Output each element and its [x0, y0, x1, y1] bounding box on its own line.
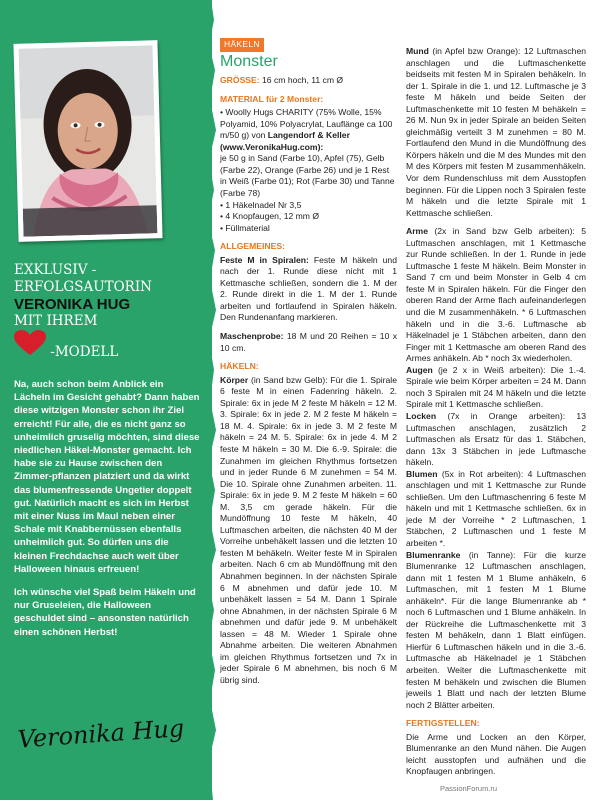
- intro-paragraph: Ich wünsche viel Spaß beim Häkeln und nur Gruseleien, die Halloween geschuldet sind – ansonsten natürlich einen schönen Herbst!: [14, 587, 196, 638]
- locks-paragraph: Locken (7x in Orange arbeiten): 13 Luftmaschen anschlagen, zusätzlich 2 Luftmaschen als Ersatz für das 1. Stäbchen, dann 13x 3 Stäbchen in jede Luftmasche häkeln.: [406, 410, 586, 468]
- banner-line-2: ERFOLGSAUTORIN: [14, 279, 152, 295]
- article-column-1: [220, 38, 397, 686]
- author-photo-frame: [13, 40, 162, 242]
- intro-paragraph: Na, auch schon beim Anblick ein Lächeln im Gesicht gehabt? Dann haben diese witzigen Monster schon ihr Ziel erreicht! Für alle, die es nicht ganz so unheimlich gruselig möchten, sind diese niedlichen Häkel-Monster gemacht. Ich habe sie zu Hause zwischen den Zimmer-pflanzen platziert und da wirkt das blumenfressende Ungetier doppelt gut. Natürlich macht es sich im Herbst mit einer Nuss im Maul neben einer Schale mit Knabbernüssen ebenfalls unheimlich gut. So dürfen uns die kleinen Frechdachse auch weit über Halloween hinaus erfreuen!: [14, 379, 200, 575]
- material-item: • Füllmaterial: [220, 222, 270, 233]
- material-item: • 1 Häkelnadel Nr 3,5: [220, 199, 302, 210]
- crochet-heading: HÄKELN:: [220, 361, 259, 372]
- watermark: PassionForum.ru: [440, 784, 498, 793]
- intro-text: [14, 378, 200, 649]
- body-paragraph: Körper (in Sand bzw Gelb): Für die 1. Spirale 6 feste M in einen Fadenring häkeln. 2. Spirale: 6x in jede M 2 feste M häkeln = 12 M. 3. Spirale: 6x in jede 2. M 2 feste M häkeln = 18 M. 4. Spirale: 6x in jede 3. M 2 feste M häkeln = 24 M. 5. Spirale: 6x in jede 4. M 2 feste M häkeln = 30 M. Die 6.-9. Spirale: die Zunahmen im gleichen Rhythmus fortsetzen und in jeder Runde 6 M zunehmen = 54 M. Die 10. Spirale ohne Zunahmen arbeiten. 11. Spirale: 6x in jede 9. M 2 feste M häkeln = 60 M. 3,5 cm gerade häkeln. Für die Mundöffnung 10 feste M häkeln, 40 Luftmaschen arbeiten, die nächsten 40 M der Vorreihe unbehäkelt lassen und die letzten 10 festen M behäkeln. Weiter feste M in Spiralen arbeiten. Nach 6 cm ab Mundöffnung mit den Abnahmen beginnen. In der nächsten Spirale 6 M abnehmen und dafür jede 10. M unbehäkelt lassen = 54 M. Dann 1 Spirale ohne Abnahmen, in der nächsten Spirale 6 M abnehmen und dafür jede 9. M unbehäkelt lassen = 48 M. Wieder 1 Spirale ohne Abnahme arbeiten. Die weiteren Abnahmen im gleichen Rhythmus fortsetzen und 7x in jeder Spirale 6 M abnehmen, bis noch 6 M übrig sind.: [220, 374, 397, 685]
- signature: [10, 710, 200, 760]
- arms-paragraph: Arme (2x in Sand bzw Gelb arbeiten): 5 Luftmaschen anschlagen, mit 1 Kettmasche zur Runde schließen. In der 1. Runde in jede Luftmasche 1 feste M häkeln. Beim Monster in Sand 7 cm und beim Monster in Gelb 4 cm feste M in Spiralen häkeln. Für die Finger den oberen Rand der Arme flach aufeinanderlegen und die M zusammenhäkeln. * 6 Luftmaschen häkeln und in die 3.-6. Luftmasche ab Häkelnadel je 1 Stäbchen arbeiten, dann den Finger mit 1 Kettmasche am oberen Rand des Armes anhäkeln. Ab * noch 3x wiederholen.: [406, 226, 587, 364]
- material-item: • 4 Knopfaugen, 12 mm Ø: [220, 211, 320, 222]
- heart-icon: [14, 330, 46, 356]
- banner-line-5: -MODELL: [50, 344, 119, 360]
- general-heading: ALLGEMEINES:: [220, 241, 285, 252]
- eyes-paragraph: Augen (je 2 x in Weiß arbeiten): Die 1.-4. Spirale wie beim Körper arbeiten = 24 M. Dann noch 3 Spiralen mit 24 M häkeln und die letzte Spirale mit 1 Kettmasche schließen.: [406, 364, 587, 410]
- general-paragraph: Feste M in Spiralen: Feste M häkeln und nach der 1. Runde diese nicht mit 1 Kettmasche schließen, sondern die 1. M der 2. Runde direkt in die 1. M der 1. Runde arbeiten und fortlaufend in Spiralen häkeln. Den Rundenanfang markieren.: [220, 254, 397, 323]
- author-banner: [14, 262, 204, 361]
- torn-edge: [205, 0, 217, 800]
- material-colors: je 50 g in Sand (Farbe 10), Apfel (75), Gelb (Farbe 22), Orange (Farbe 26) und je 1 Rest in Weiß (Farbe 01); Rot (Farbe 30) und Tanne (Farbe 78): [220, 153, 395, 199]
- article-title: Monster: [220, 52, 278, 70]
- gauge-paragraph: Maschenprobe: 18 M und 20 Reihen = 10 x 10 cm.: [220, 331, 398, 353]
- banner-line-4: MIT IHREM: [14, 313, 98, 329]
- banner-author-name: VERONIKA HUG: [14, 296, 131, 313]
- size-value: 16 cm hoch, 11 cm Ø: [262, 75, 344, 86]
- banner-line-1: EXKLUSIV -: [14, 262, 97, 278]
- finish-heading: FERTIGSTELLEN:: [406, 718, 480, 729]
- mouth-paragraph: Mund (in Apfel bzw Orange): 12 Luftmaschen anschlagen und die Luftmaschenkette beidseits mit festen M in Spiralen behäkeln. In der 1. Spirale in die 1. und 12. Luftmasche je 3 feste M häkeln und beide Seiten der Luftmaschenkette mit 10 festen M behäkeln = 26 M. Nun 9x in jeder Spirale an beiden Seiten gleichmäßig verteilt 3 M zunehmen = 80 M. Fortlaufend den Mund in die Mundöffnung des Körpers häkeln und die M des Mundes mit den M des Körpers mit festen M zusammenhäkeln. Vor dem Rundenschluss mit dem Ausstopfen beginnen. Für die Lippen noch 3 Spiralen feste M häkeln und die letzte Spirale mit 1 Kettmasche schließen.: [406, 46, 587, 218]
- vine-paragraph: Blumenranke (in Tanne): Für die kurze Blumenranke 12 Luftmaschen anschlagen, dann mit 1 festen M 1 Blume anhäkeln, 6 Luftmaschen, mit 1 festen M 1 Blume anhäkeln*. Für die lange Blumenranke ab * noch 6 Luftmaschen und 1 Blume anhäkeln. In der Rückreihe die Luftmaschenkette mit 3 festen M behäkeln, dann 1 Blatt einfügen. Hierfür 6 Luftmaschen häkeln und in die 3.-6. Luftmasche ab Häkelnadel je 1 Stäbchen arbeiten. Weiter die Luftmaschenkette mit festen M behäkeln und zwischen die Blumen jeweils 1 Blatt und nach der letzten Blume noch 2 Blätter arbeiten.: [406, 549, 587, 710]
- supplier-name: Langendorf & Keller: [267, 130, 350, 141]
- article: [218, 38, 588, 777]
- size-label: GRÖSSE:: [220, 75, 260, 86]
- material-item: • Woolly Hugs CHARITY (75% Wolle, 15% Polyamid, 10% Polyacrylat, Lauflänge ca 100 m/50 g) von Langendorf & Keller: [220, 107, 393, 141]
- article-column-2: [406, 46, 586, 785]
- size-paragraph: [220, 75, 397, 87]
- banner-heart-row: [14, 330, 204, 361]
- signature-text: Veronika Hug: [16, 714, 186, 754]
- author-photo: [19, 45, 158, 236]
- flowers-paragraph: Blumen (5x in Rot arbeiten): 4 Luftmaschen anschlagen und mit 1 Kettmasche zur Runde schließen. Um den Luftmaschenring 6 feste M häkeln und mit 1 Kettmasche schließen. 6x in jede M der Vorreihe * 2 Luftmaschen, 1 Stäbchen, 2 Luftmaschen und 1 feste M arbeiten *.: [406, 468, 587, 548]
- material-heading: MATERIAL für 2 Monster:: [220, 93, 324, 104]
- material-website: (www.VeronikaHug.com):: [220, 141, 324, 152]
- category-tag: HÄKELN: [220, 38, 264, 52]
- finish-paragraph: Die Arme und Locken an den Körper, Blumenranke an den Mund nähen. Die Augen leicht ausstopfen und aufnähen und die Knopfaugen anbringen.: [406, 731, 586, 777]
